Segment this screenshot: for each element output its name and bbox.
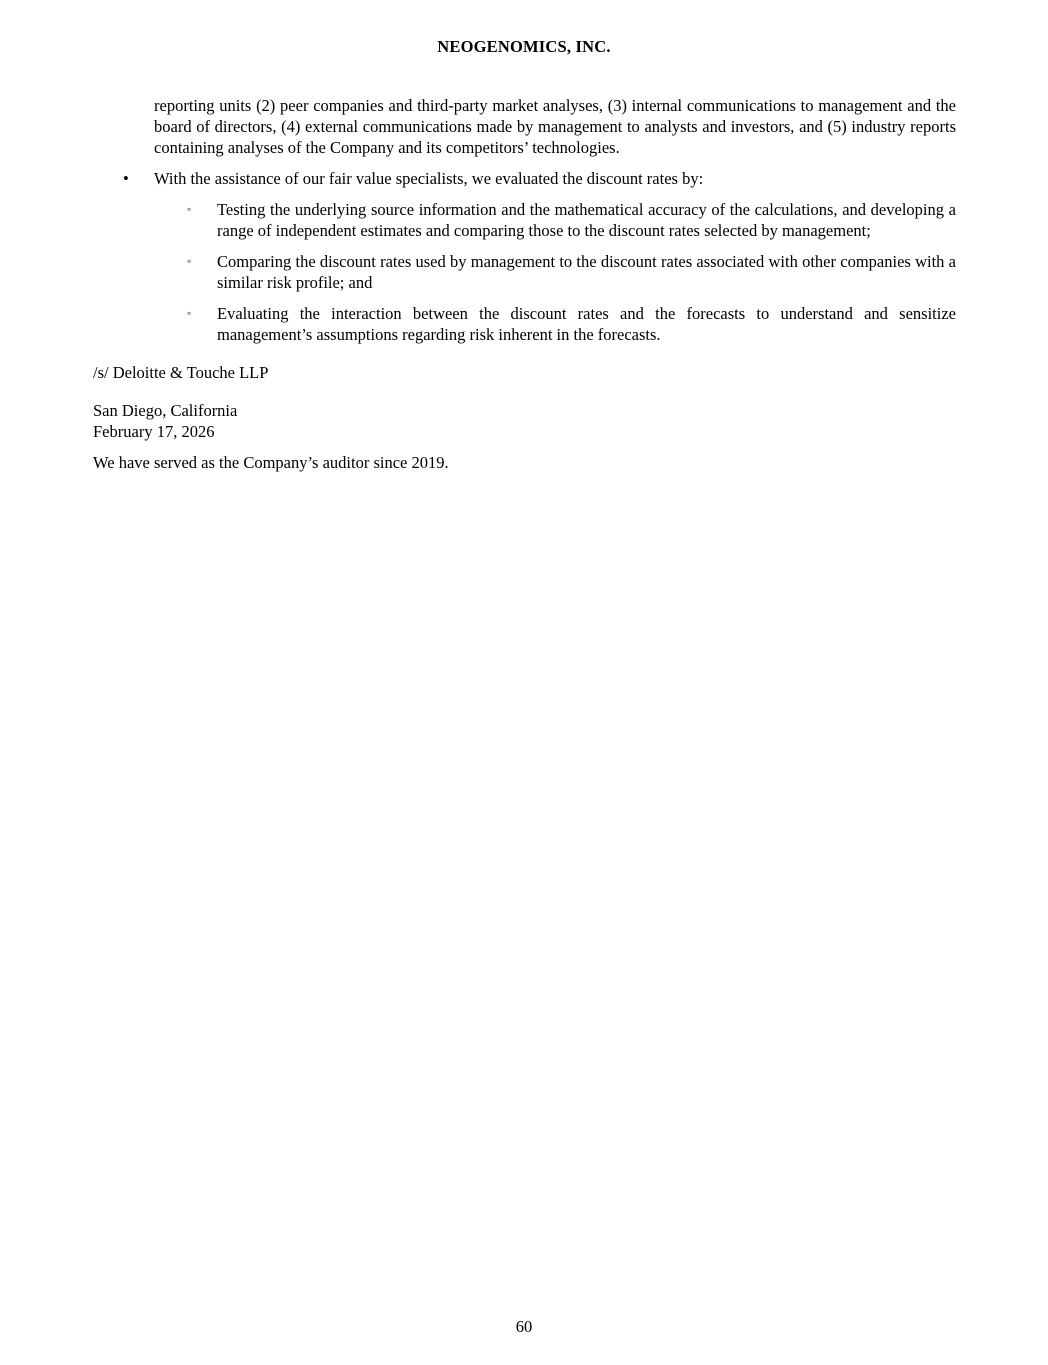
bullet-marker: • bbox=[123, 169, 129, 188]
sub-bullet-marker: ◦ bbox=[187, 306, 192, 320]
sub-bullet-item bbox=[0, 251, 956, 293]
location-date-block bbox=[93, 400, 956, 442]
bullet-text: With the assistance of our fair value specialists, we evaluated the discount rates by: bbox=[154, 169, 704, 188]
signature-location: San Diego, California bbox=[93, 401, 238, 420]
sub-bullet-item bbox=[0, 303, 956, 345]
page-number: 60 bbox=[515, 1317, 533, 1336]
sub-bullet-marker: ◦ bbox=[187, 202, 192, 216]
sub-bullet-text: Testing the underlying source information and the mathematical accuracy of the calculations, and developing a range of independent estimates and comparing those to the discount rates selected by management; bbox=[217, 200, 956, 240]
intro-paragraph: reporting units (2) peer companies and third-party market analyses, (3) internal communications to management and the board of directors, (4) external communications made by management to analysts and investors, and (5) industry reports containing analyses of the Company and its competitors’ technologies. bbox=[154, 96, 956, 157]
sub-bullet-marker: ◦ bbox=[187, 254, 192, 268]
bullet-item bbox=[0, 168, 956, 189]
auditor-signature: /s/ Deloitte & Touche LLP bbox=[93, 363, 269, 382]
sub-bullet-text: Comparing the discount rates used by management to the discount rates associated with other companies with a similar risk profile; and bbox=[217, 252, 956, 292]
sub-bullet-item bbox=[0, 199, 956, 241]
auditor-tenure-statement: We have served as the Company’s auditor since 2019. bbox=[93, 453, 449, 472]
company-header: NEOGENOMICS, INC. bbox=[437, 37, 611, 56]
sub-bullet-text: Evaluating the interaction between the discount rates and the forecasts to understand and sensitize management’s assumptions regarding risk inherent in the forecasts. bbox=[217, 304, 956, 344]
signature-date: February 17, 2026 bbox=[93, 422, 215, 441]
